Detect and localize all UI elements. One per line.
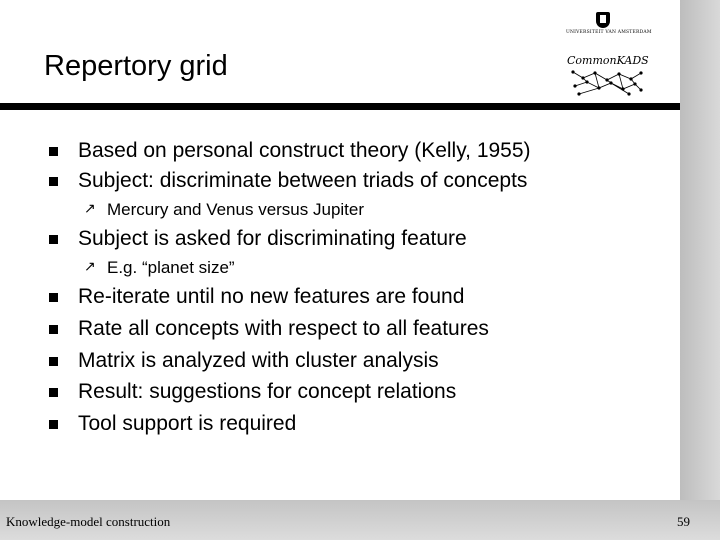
square-bullet-icon (49, 177, 58, 186)
bullet-text: Result: suggestions for concept relations (78, 380, 457, 403)
page-number: 59 (677, 514, 690, 529)
bullet-item (78, 169, 527, 193)
title-divider (0, 103, 680, 110)
university-logo-text: UNIVERSITEIT VAN AMSTERDAM (566, 30, 652, 35)
commonkads-logo (567, 54, 647, 98)
university-logo (566, 12, 652, 38)
square-bullet-icon (49, 147, 58, 156)
sub-bullet-text: E.g. “planet size” (107, 258, 235, 277)
bullet-item (78, 349, 439, 373)
square-bullet-icon (49, 357, 58, 366)
sub-bullet-text: Mercury and Venus versus Jupiter (107, 200, 365, 219)
slide-title: Repertory grid (44, 50, 228, 82)
arrow-bullet-icon: ↗ (84, 258, 96, 274)
arrow-bullet-icon: ↗ (84, 200, 96, 216)
bullet-text: Subject: discriminate between triads of concepts (78, 169, 528, 192)
square-bullet-icon (49, 293, 58, 302)
square-bullet-icon (49, 420, 58, 429)
bullet-item (78, 317, 489, 341)
bullet-item (78, 139, 531, 163)
sub-bullet-item (84, 258, 235, 278)
bullet-text: Matrix is analyzed with cluster analysis (78, 349, 439, 372)
slide-right-shadow (680, 0, 720, 540)
bullet-item (78, 412, 296, 436)
network-graph-icon (569, 68, 645, 96)
bullet-text: Based on personal construct theory (Kelly, 1955) (78, 139, 531, 162)
square-bullet-icon (49, 388, 58, 397)
bullet-text: Re-iterate until no new features are found (78, 285, 465, 308)
shield-icon (596, 12, 610, 28)
bullet-text: Rate all concepts with respect to all features (78, 317, 489, 340)
sub-bullet-item (84, 200, 365, 220)
bullet-item (78, 227, 467, 251)
footer-label: Knowledge-model construction (6, 514, 171, 529)
bullet-text: Subject is asked for discriminating feature (78, 227, 467, 250)
bullet-item (78, 285, 464, 309)
square-bullet-icon (49, 325, 58, 334)
bullet-item (78, 380, 456, 404)
bullet-text: Tool support is required (78, 412, 297, 435)
square-bullet-icon (49, 235, 58, 244)
commonkads-logo-text: CommonKADS (567, 54, 649, 67)
